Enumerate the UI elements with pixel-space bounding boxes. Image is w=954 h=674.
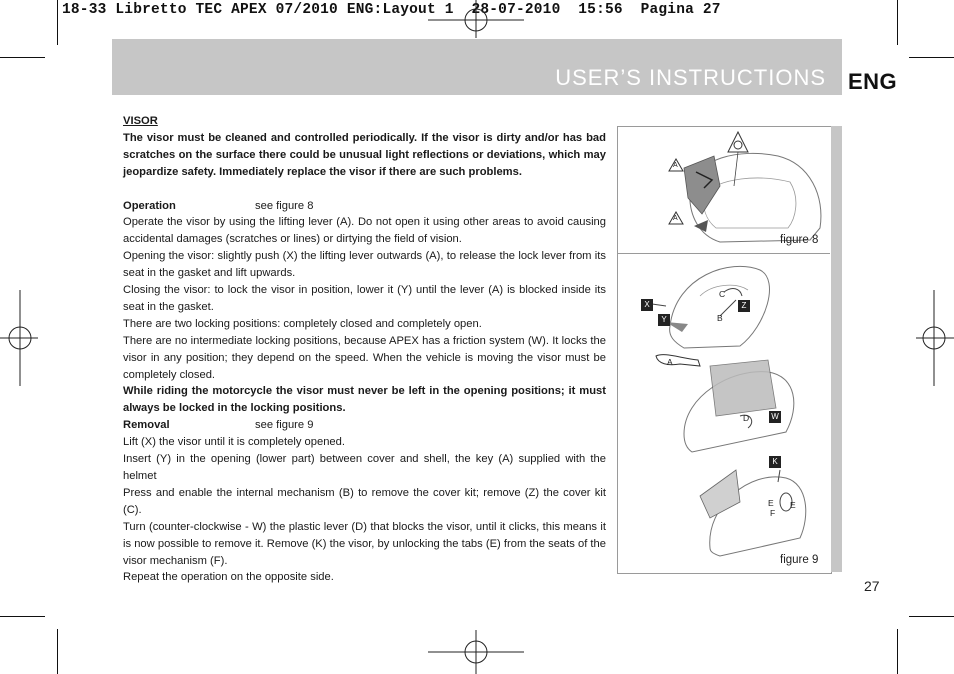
figure-label: D (743, 413, 750, 423)
registration-mark-top (428, 0, 528, 40)
figure-side-stripe (831, 126, 842, 572)
operation-paragraph: There are no intermediate locking positions, because APEX has a friction system (W). It locks the visor in any position; they depend on the speed. When the vehicle is moving the visor must be completely closed. (123, 334, 606, 381)
figure-9-caption: figure 9 (780, 554, 819, 566)
operation-paragraph: Closing the visor: to lock the visor in position, lower it (Y) until the lever (A) is blocked inside its seat in the gasket. (123, 284, 606, 313)
registration-mark-bottom (428, 628, 528, 674)
figure-8-caption: figure 8 (780, 234, 819, 246)
helmet-illustration-figure-9 (640, 256, 830, 572)
operation-paragraph: There are two locking positions: completely closed and completely open. (123, 317, 482, 330)
figure-label: F (770, 508, 776, 518)
operation-paragraph: Operate the visor by using the lifting lever (A). Do not open it using other areas to avoid causing accidental damages (scratches or lines) or dirtying the field of vision. (123, 216, 606, 246)
crop-mark (909, 616, 954, 617)
figure-label: X (641, 299, 653, 311)
figure-label: B (717, 313, 723, 323)
crop-mark (57, 629, 58, 674)
figure-label: A (673, 215, 678, 222)
figure-label: A (673, 162, 678, 169)
page-number: 27 (864, 578, 880, 594)
language-tag: ENG (848, 69, 898, 94)
spacer (123, 181, 606, 198)
page-title: USER’S INSTRUCTIONS (555, 65, 826, 90)
removal-paragraph: Repeat the operation on the opposite side. (123, 571, 334, 584)
figure-label: W (769, 411, 781, 423)
removal-paragraph: Turn (counter-clockwise - W) the plastic lever (D) that blocks the visor, until it clicks, this means it is now possible to remove it. Remove (K) the visor, by unlocking the tabs (E) from the seats of the visor mechanism (F). (123, 520, 606, 567)
crop-mark (57, 0, 58, 45)
operation-label: Operation (123, 199, 176, 212)
figure-label: Z (738, 300, 750, 312)
riding-warning: While riding the motorcycle the visor must never be left in the opening positions; it must always be locked in the locking positions. (123, 385, 606, 415)
removal-heading (123, 417, 606, 434)
crop-mark (909, 57, 954, 58)
removal-paragraph: Press and enable the internal mechanism (B) to remove the cover kit; remove (Z) the cover kit (C). (123, 486, 606, 516)
operation-paragraph: Opening the visor: slightly push (X) the lifting lever outwards (A), to release the lock lever from its seat in the gasket and lift upwards. (123, 250, 606, 280)
operation-figure-ref: see figure 8 (255, 199, 314, 212)
figure-label: Y (658, 314, 670, 326)
safety-intro: The visor must be cleaned and controlled periodically. If the visor is dirty and/or has bad scratches on the surface there could be unusual light reflections or deviations, which may jeopardize safety. Immediately replace the visor if there are such problems. (123, 131, 606, 178)
print-slug: 18-33 Libretto TEC APEX 07/2010 ENG:Layout 1 28-07-2010 15:56 Pagina 27 (62, 2, 721, 18)
section-title: VISOR (123, 115, 158, 127)
figure-label: K (769, 456, 781, 468)
crop-mark (897, 0, 898, 45)
registration-mark-right (914, 288, 954, 388)
figure-divider (617, 253, 830, 254)
figure-label: E (790, 500, 796, 510)
figure-label: C (719, 289, 726, 299)
figure-label: E (768, 498, 774, 508)
crop-mark (0, 57, 45, 58)
header-bar (112, 39, 842, 95)
removal-label: Removal (123, 419, 170, 432)
removal-figure-ref: see figure 9 (255, 419, 314, 432)
removal-paragraph: Lift (X) the visor until it is completely opened. (123, 436, 345, 449)
helmet-illustration-figure-8 (660, 128, 830, 248)
figure-label: A (667, 357, 673, 367)
removal-paragraph: Insert (Y) in the opening (lower part) between cover and shell, the key (A) supplied with the helmet (123, 453, 606, 483)
operation-heading (123, 198, 606, 215)
crop-mark (0, 616, 45, 617)
registration-mark-left (0, 288, 40, 388)
instructions-text (123, 113, 606, 586)
crop-mark (897, 629, 898, 674)
